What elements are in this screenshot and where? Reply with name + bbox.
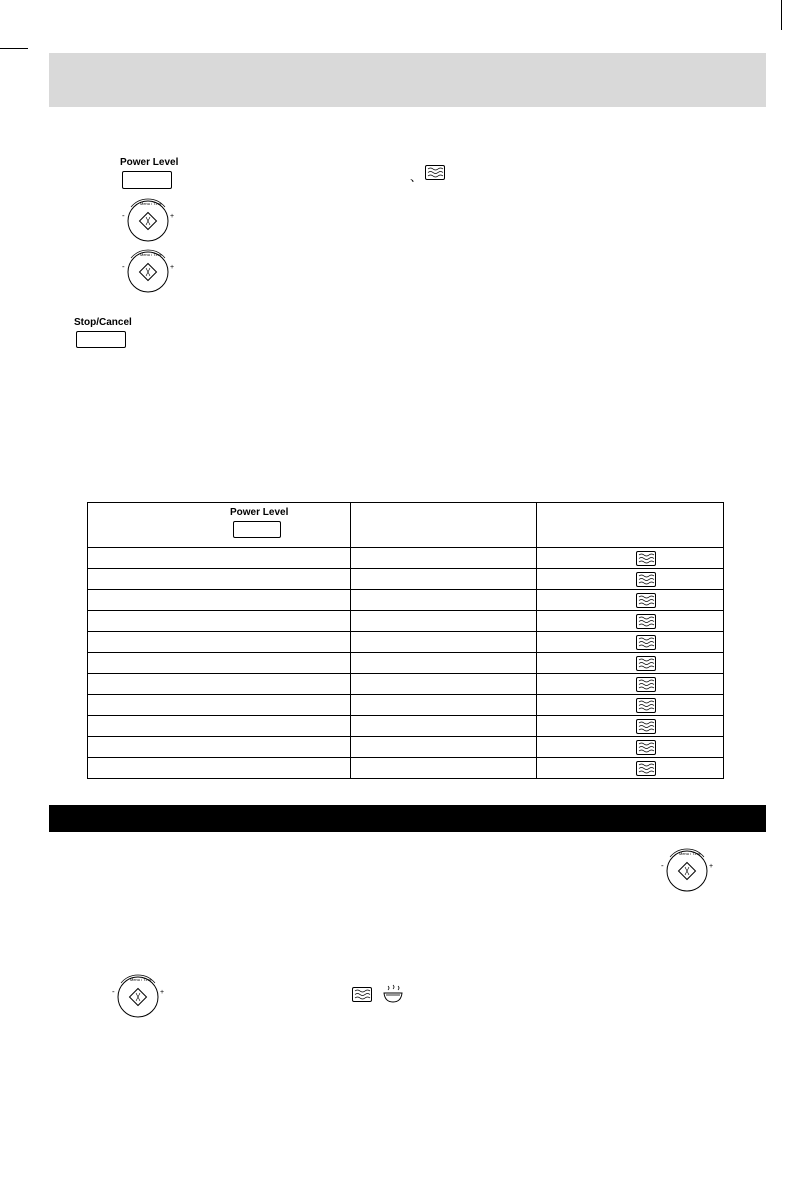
table-row bbox=[88, 716, 724, 737]
crop-mark-horizontal bbox=[0, 48, 28, 49]
svg-text:Menu / Time: Menu / Time bbox=[140, 201, 163, 206]
microwave-icon bbox=[636, 719, 656, 734]
table-row bbox=[88, 548, 724, 569]
table-row bbox=[88, 569, 724, 590]
steaming-bowl-icon bbox=[382, 984, 404, 1004]
table-row bbox=[88, 653, 724, 674]
separator-mark: 、 bbox=[410, 170, 423, 184]
svg-text:-: - bbox=[661, 861, 664, 870]
table-row bbox=[88, 758, 724, 779]
menu-time-dial-2[interactable] bbox=[118, 247, 178, 295]
table-row bbox=[88, 611, 724, 632]
microwave-icon bbox=[636, 698, 656, 713]
svg-text:+: + bbox=[709, 863, 714, 870]
menu-time-dial-3[interactable] bbox=[657, 846, 717, 894]
microwave-icon bbox=[636, 614, 656, 629]
svg-text:Menu / Time: Menu / Time bbox=[140, 252, 163, 257]
menu-time-dial[interactable] bbox=[118, 196, 178, 244]
svg-text:Menu / Time: Menu / Time bbox=[130, 977, 153, 982]
crop-mark-vertical bbox=[781, 0, 782, 30]
power-level-button[interactable] bbox=[122, 171, 172, 189]
table-row bbox=[88, 590, 724, 611]
table-power-level-button bbox=[233, 521, 281, 538]
microwave-icon bbox=[636, 572, 656, 587]
microwave-icon bbox=[425, 165, 445, 180]
svg-text:+: + bbox=[170, 213, 175, 220]
section-header-band-2 bbox=[49, 805, 766, 832]
microwave-icon bbox=[636, 551, 656, 566]
table-row bbox=[88, 737, 724, 758]
microwave-icon bbox=[636, 677, 656, 692]
svg-text:-: - bbox=[112, 987, 115, 996]
stop-cancel-button[interactable] bbox=[76, 331, 126, 348]
svg-text:-: - bbox=[122, 211, 125, 220]
section-header-band bbox=[49, 53, 766, 107]
power-level-label: Power Level bbox=[120, 157, 179, 168]
table-header-row bbox=[88, 503, 724, 548]
table-power-level-label: Power Level bbox=[230, 507, 289, 518]
stop-cancel-label: Stop/Cancel bbox=[74, 317, 132, 328]
microwave-icon bbox=[636, 761, 656, 776]
microwave-icon bbox=[636, 593, 656, 608]
svg-text:-: - bbox=[122, 262, 125, 271]
svg-text:Menu / Time: Menu / Time bbox=[679, 851, 702, 856]
table-row bbox=[88, 695, 724, 716]
table-row bbox=[88, 632, 724, 653]
microwave-icon bbox=[636, 656, 656, 671]
table-header-power-level bbox=[88, 503, 351, 548]
menu-time-dial-4[interactable] bbox=[108, 972, 168, 1020]
power-level-table bbox=[87, 502, 724, 779]
svg-text:+: + bbox=[160, 989, 165, 996]
svg-text:+: + bbox=[170, 264, 175, 271]
table-row bbox=[88, 674, 724, 695]
microwave-icon bbox=[636, 740, 656, 755]
microwave-icon-bottom bbox=[352, 987, 372, 1002]
microwave-icon bbox=[636, 635, 656, 650]
table-header-col-2 bbox=[350, 503, 537, 548]
table-header-col-3 bbox=[537, 503, 724, 548]
